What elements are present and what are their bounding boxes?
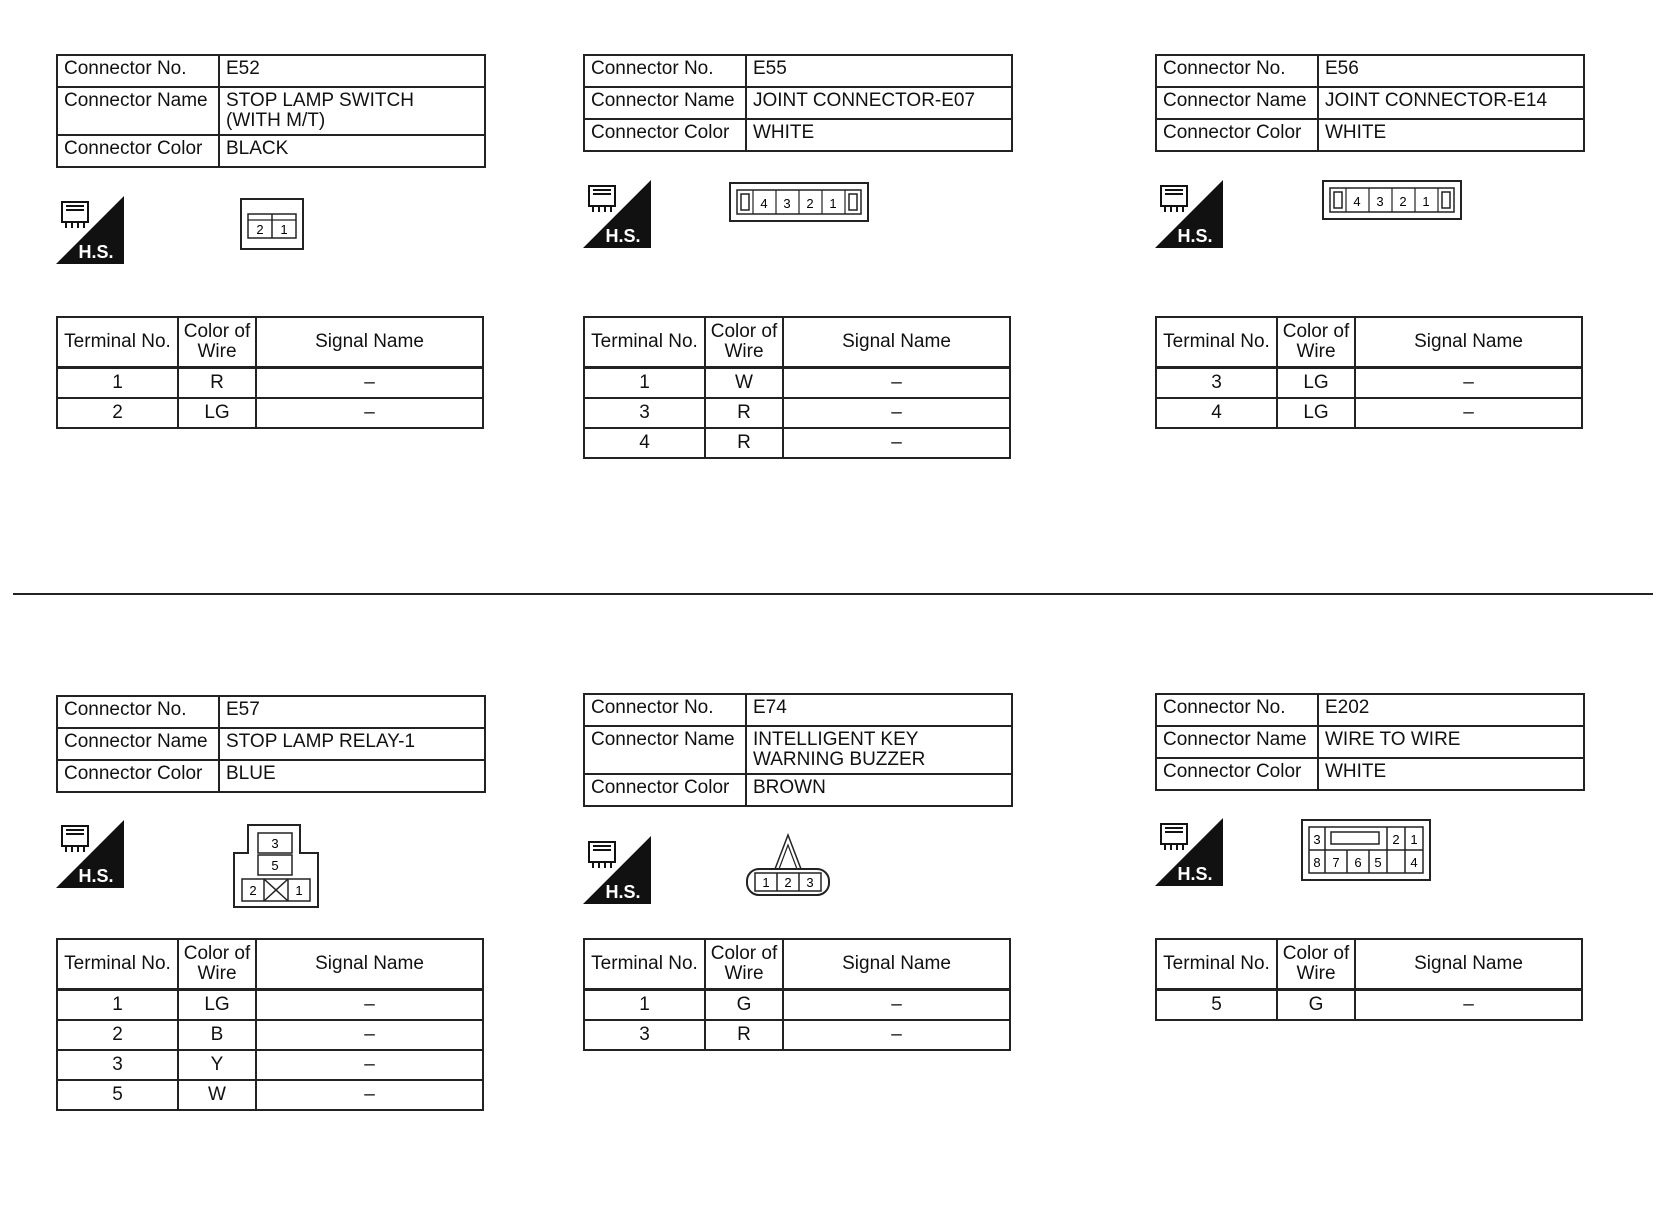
wire-color-header: Color of Wire	[178, 939, 256, 990]
connector-name-label: Connector Name	[57, 87, 219, 135]
connector-no-label: Connector No.	[584, 694, 746, 726]
table-row: 5 G –	[1156, 990, 1582, 1021]
connector-no-label: Connector No.	[57, 696, 219, 728]
svg-text:H.S.: H.S.	[605, 882, 641, 902]
signal-name-header: Signal Name	[1355, 939, 1582, 990]
harness-side-icon	[583, 180, 651, 248]
pin-1: 1	[280, 222, 288, 237]
pin-3: 3	[271, 836, 279, 851]
connector-name-label: Connector Name	[57, 728, 219, 760]
table-row: 3 Y –	[57, 1050, 483, 1080]
connector-no-label: Connector No.	[584, 55, 746, 87]
table-row: 3 R –	[584, 398, 1010, 428]
section-divider	[13, 593, 1653, 595]
connector-info-table	[56, 695, 486, 793]
svg-text:H.S.: H.S.	[1177, 226, 1213, 246]
connector-block-e57	[56, 695, 486, 1105]
connector-name-value: WIRE TO WIRE	[1318, 726, 1584, 758]
terminal-table	[56, 938, 484, 1111]
pin-2: 2	[784, 875, 792, 890]
connector-no-value: E74	[746, 694, 1012, 726]
terminal-no-header: Terminal No.	[1156, 939, 1277, 990]
connector-name-label: Connector Name	[584, 87, 746, 119]
signal-name-header: Signal Name	[256, 317, 483, 368]
connector-color-value: WHITE	[1318, 119, 1584, 151]
pin-1: 1	[762, 875, 770, 890]
connector-color-value: WHITE	[1318, 758, 1584, 790]
table-row: 2 LG –	[57, 398, 483, 428]
pin-5: 5	[271, 858, 279, 873]
wire-color-header: Color of Wire	[705, 317, 783, 368]
connector-color-value: WHITE	[746, 119, 1012, 151]
table-row: 4 LG –	[1156, 398, 1582, 428]
connector-name-label: Connector Name	[1156, 87, 1318, 119]
signal-name-header: Signal Name	[1355, 317, 1582, 368]
connector-color-label: Connector Color	[57, 760, 219, 792]
connector-no-value: E57	[219, 696, 485, 728]
connector-name-value: JOINT CONNECTOR-E07	[746, 87, 1012, 119]
harness-side-icon	[583, 836, 651, 904]
table-row: 2 B –	[57, 1020, 483, 1050]
pin-8: 8	[1313, 855, 1321, 870]
pin-1: 1	[1422, 194, 1430, 209]
connector-face-diagram	[240, 198, 304, 250]
connector-no-value: E56	[1318, 55, 1584, 87]
pin-2: 2	[1399, 194, 1407, 209]
terminal-table	[583, 316, 1011, 459]
pin-3: 3	[783, 196, 791, 211]
terminal-no-header: Terminal No.	[57, 317, 178, 368]
connector-no-label: Connector No.	[1156, 55, 1318, 87]
svg-text:H.S.: H.S.	[78, 866, 114, 886]
pin-2: 2	[806, 196, 814, 211]
svg-text:H.S.: H.S.	[1177, 864, 1213, 884]
pin-3: 3	[1376, 194, 1384, 209]
table-row: 1 LG –	[57, 990, 483, 1021]
harness-side-icon	[1155, 180, 1223, 248]
connector-color-label: Connector Color	[1156, 758, 1318, 790]
table-row: 3 R –	[584, 1020, 1010, 1050]
wire-color-header: Color of Wire	[705, 939, 783, 990]
table-row: 3 LG –	[1156, 368, 1582, 399]
table-row: 1 G –	[584, 990, 1010, 1021]
connector-block-e52	[56, 54, 486, 423]
connector-color-label: Connector Color	[584, 119, 746, 151]
svg-text:H.S.: H.S.	[605, 226, 641, 246]
connector-block-e55	[583, 54, 1013, 453]
pin-6: 6	[1354, 855, 1362, 870]
connector-face-diagram	[232, 823, 320, 909]
harness-side-icon	[56, 196, 124, 264]
table-row: 1 R –	[57, 368, 483, 399]
connector-color-value: BLUE	[219, 760, 485, 792]
connector-name-label: Connector Name	[1156, 726, 1318, 758]
pin-2: 2	[256, 222, 264, 237]
signal-name-header: Signal Name	[783, 317, 1010, 368]
connector-block-e56	[1155, 54, 1585, 423]
pin-4: 4	[1353, 194, 1361, 209]
connector-name-label: Connector Name	[584, 726, 746, 774]
connector-color-label: Connector Color	[57, 135, 219, 167]
connector-info-table	[1155, 54, 1585, 152]
wire-color-header: Color of Wire	[178, 317, 256, 368]
signal-name-header: Signal Name	[783, 939, 1010, 990]
connector-color-value: BROWN	[746, 774, 1012, 806]
connector-no-value: E202	[1318, 694, 1584, 726]
pin-1: 1	[829, 196, 837, 211]
connector-color-label: Connector Color	[1156, 119, 1318, 151]
connector-block-e202	[1155, 693, 1585, 1015]
pin-4: 4	[1410, 855, 1418, 870]
connector-name-value: STOP LAMP SWITCH (WITH M/T)	[219, 87, 485, 135]
connector-no-label: Connector No.	[1156, 694, 1318, 726]
connector-info-table	[1155, 693, 1585, 791]
connector-no-value: E55	[746, 55, 1012, 87]
terminal-no-header: Terminal No.	[584, 317, 705, 368]
pin-1: 1	[1410, 832, 1418, 847]
pin-7: 7	[1332, 855, 1340, 870]
connector-name-value: JOINT CONNECTOR-E14	[1318, 87, 1584, 119]
table-row: 4 R –	[584, 428, 1010, 458]
table-row: 5 W –	[57, 1080, 483, 1110]
connector-name-value: STOP LAMP RELAY-1	[219, 728, 485, 760]
connector-face-diagram	[729, 182, 869, 222]
harness-side-icon	[1155, 818, 1223, 886]
connector-info-table	[583, 693, 1013, 807]
pin-3: 3	[1313, 832, 1321, 847]
connector-block-e74	[583, 693, 1013, 1045]
wire-color-header: Color of Wire	[1277, 939, 1355, 990]
terminal-table	[1155, 938, 1583, 1021]
table-row: 1 W –	[584, 368, 1010, 399]
connector-no-value: E52	[219, 55, 485, 87]
svg-text:H.S.: H.S.	[78, 242, 114, 262]
pin-4: 4	[760, 196, 768, 211]
connector-name-value: INTELLIGENT KEY WARNING BUZZER	[746, 726, 1012, 774]
connector-face-diagram	[745, 833, 831, 899]
terminal-table	[1155, 316, 1583, 429]
pin-1: 1	[295, 883, 303, 898]
wire-color-header: Color of Wire	[1277, 317, 1355, 368]
pin-5: 5	[1374, 855, 1382, 870]
terminal-table	[56, 316, 484, 429]
connector-color-label: Connector Color	[584, 774, 746, 806]
terminal-no-header: Terminal No.	[1156, 317, 1277, 368]
connector-no-label: Connector No.	[57, 55, 219, 87]
connector-info-table	[56, 54, 486, 168]
connector-face-diagram	[1301, 819, 1431, 881]
harness-side-icon	[56, 820, 124, 888]
connector-color-value: BLACK	[219, 135, 485, 167]
pin-3: 3	[806, 875, 814, 890]
terminal-no-header: Terminal No.	[584, 939, 705, 990]
pin-2: 2	[249, 883, 257, 898]
signal-name-header: Signal Name	[256, 939, 483, 990]
connector-face-diagram	[1322, 180, 1462, 220]
terminal-table	[583, 938, 1011, 1051]
terminal-no-header: Terminal No.	[57, 939, 178, 990]
connector-info-table	[583, 54, 1013, 152]
pin-2: 2	[1392, 832, 1400, 847]
